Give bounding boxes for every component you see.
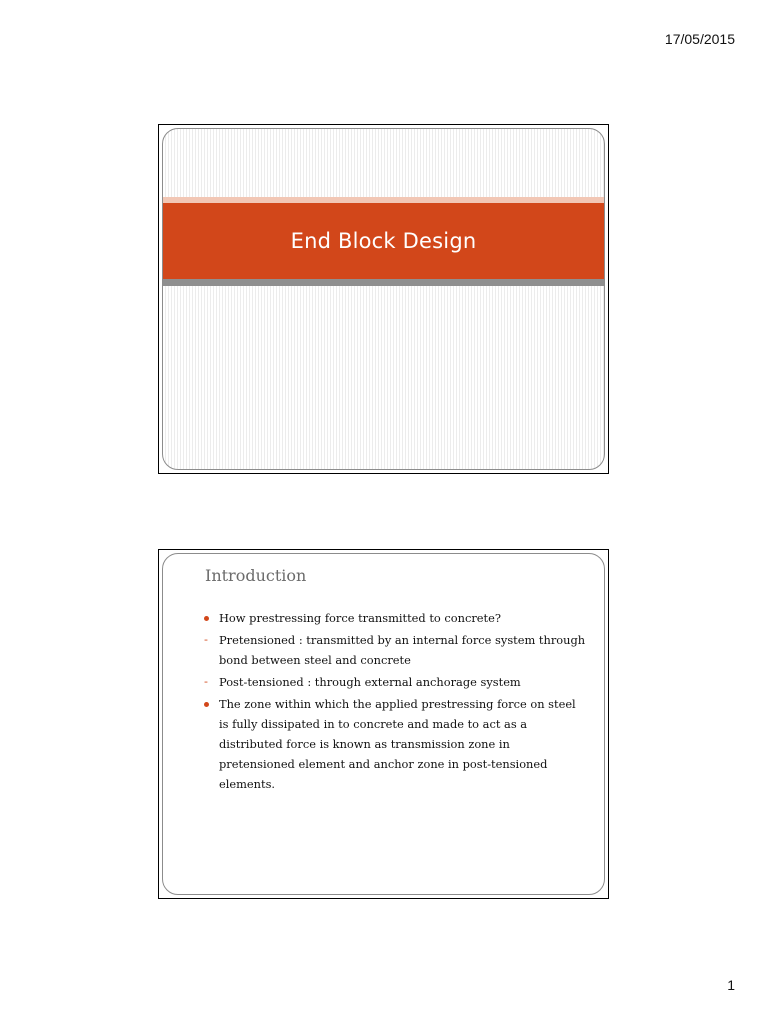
slide-inner-panel (162, 553, 605, 895)
bullet-list (203, 608, 588, 796)
page-date: 17/05/2015 (664, 31, 735, 47)
slide-title-slide (158, 124, 609, 474)
list-item (203, 608, 588, 628)
slide-title: End Block Design (290, 229, 477, 253)
list-item-text: The zone within which the applied prestressing force on steel is fully dissipated in to concrete and made to act as a distributed force is known as transmission zone in pretensioned element and anchor zone in post-tensioned elements. (219, 697, 576, 791)
title-band-bottom-stripe (163, 279, 604, 286)
list-item-text: How prestressing force transmitted to concrete? (219, 611, 501, 625)
title-band (163, 203, 604, 279)
slide-heading: Introduction (205, 566, 307, 585)
page-number: 1 (727, 977, 735, 993)
list-item (203, 694, 588, 794)
slide-introduction (158, 549, 609, 899)
bullet-dash-icon: - (204, 633, 208, 646)
list-item-text: Post-tensioned : through external anchorage system (219, 675, 521, 689)
slide-inner-panel (162, 128, 605, 470)
list-item (203, 672, 588, 692)
list-item (203, 630, 588, 670)
bullet-dash-icon: - (204, 675, 208, 688)
list-item-text: Pretensioned : transmitted by an internal force system through bond between steel and concrete (219, 633, 586, 667)
